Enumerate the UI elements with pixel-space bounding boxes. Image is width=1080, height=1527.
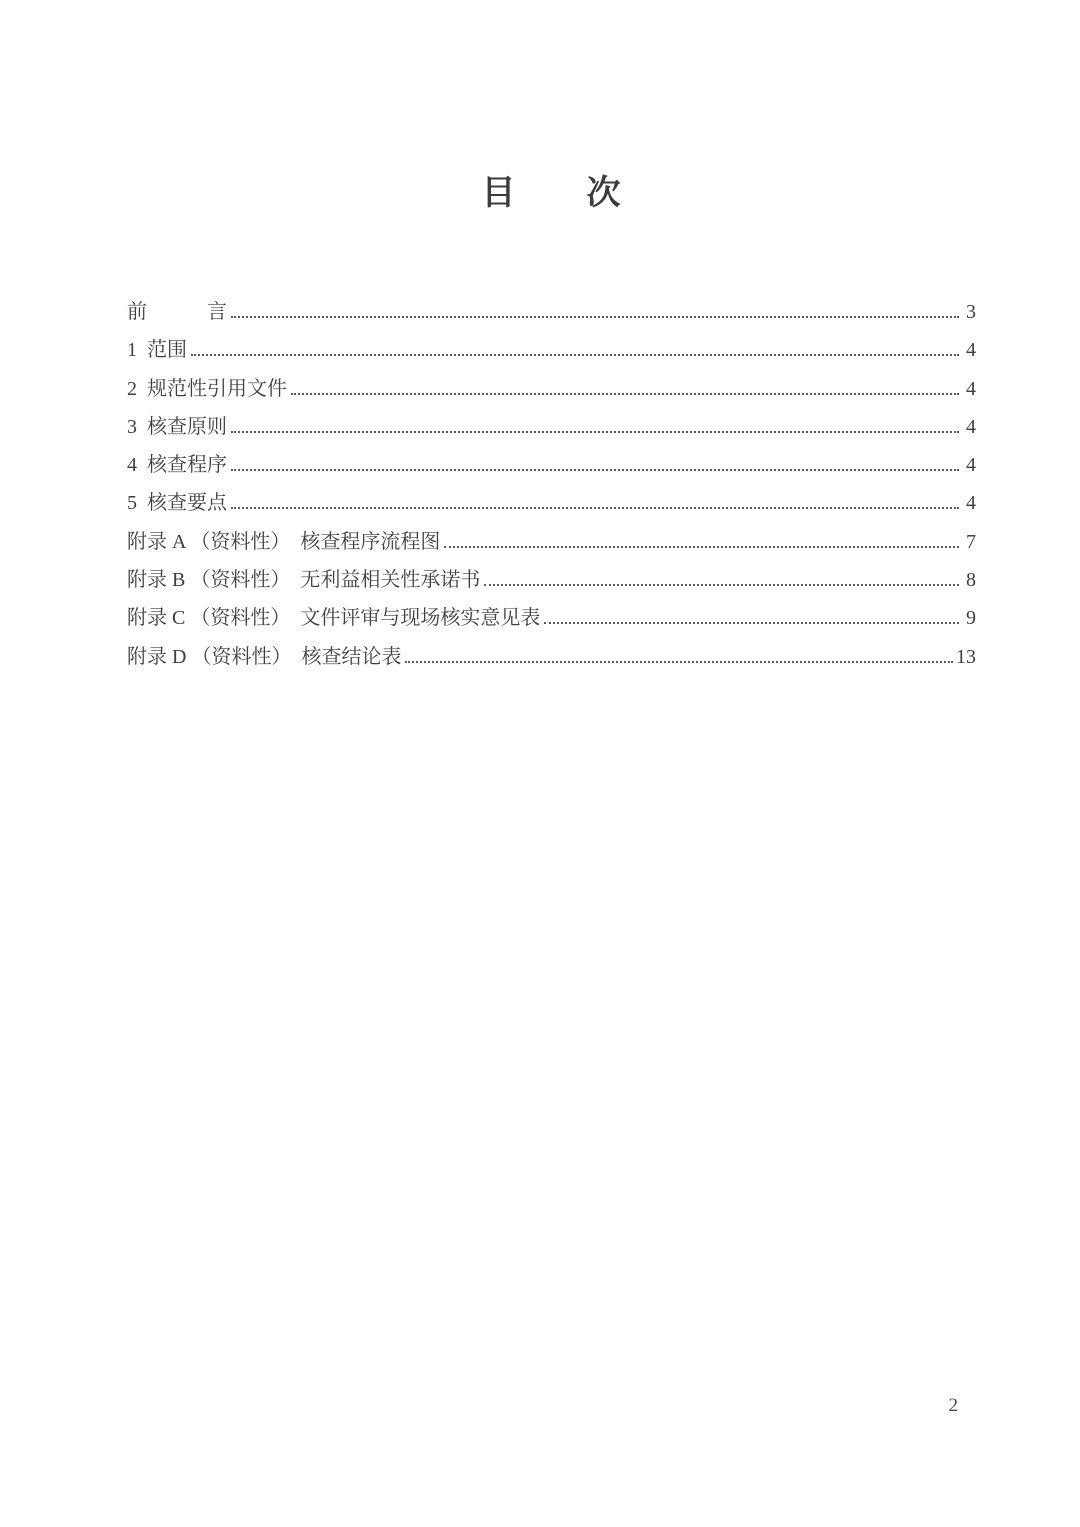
toc-entry-label: 5 核查要点 — [127, 492, 227, 515]
toc-entry-label: 4 核查程序 — [127, 454, 227, 477]
toc-entry-page: 4 — [966, 415, 976, 438]
toc-entry-label: 前 言 — [127, 301, 227, 323]
dot-leader — [444, 546, 959, 548]
toc-entry[interactable] — [127, 454, 976, 492]
toc-entry-page: 3 — [966, 301, 976, 323]
toc-entry-page: 13 — [956, 645, 976, 668]
dot-leader — [231, 316, 959, 318]
toc-entry[interactable] — [127, 301, 976, 339]
toc-entry[interactable] — [127, 607, 976, 645]
toc-entry-page: 4 — [966, 339, 976, 362]
toc-entry-page: 9 — [966, 607, 976, 630]
toc-entry[interactable] — [127, 339, 976, 377]
dot-leader — [405, 661, 953, 663]
toc-entry-page: 7 — [966, 530, 976, 553]
toc-entry-label: 附录 A （资料性） 核查程序流程图 — [127, 530, 441, 553]
toc-list — [127, 301, 976, 684]
toc-entry[interactable] — [127, 569, 976, 607]
toc-title: 目 次 — [481, 175, 622, 212]
toc-entry[interactable] — [127, 531, 976, 569]
toc-entry-label: 2 规范性引用文件 — [127, 377, 287, 400]
dot-leader — [231, 431, 959, 433]
dot-leader — [231, 469, 959, 471]
toc-entry-page: 4 — [966, 492, 976, 515]
dot-leader — [544, 622, 959, 624]
dot-leader — [191, 354, 959, 356]
toc-entry-label: 3 核查原则 — [127, 415, 227, 438]
toc-entry-page: 8 — [966, 569, 976, 592]
toc-entry-label: 附录 B （资料性） 无利益相关性承诺书 — [127, 569, 481, 592]
toc-entry[interactable] — [127, 378, 976, 416]
toc-entry[interactable] — [127, 492, 976, 530]
page-number: 2 — [948, 1395, 958, 1416]
toc-entry-label: 附录 D （资料性） 核查结论表 — [127, 645, 402, 668]
toc-entry-label: 1 范围 — [127, 339, 187, 362]
dot-leader — [231, 507, 959, 509]
toc-entry-page: 4 — [966, 454, 976, 477]
toc-entry-label: 附录 C （资料性） 文件评审与现场核实意见表 — [127, 607, 541, 630]
toc-entry[interactable] — [127, 416, 976, 454]
toc-entry-page: 4 — [966, 377, 976, 400]
toc-entry[interactable] — [127, 646, 976, 684]
dot-leader — [291, 393, 959, 395]
dot-leader — [484, 584, 959, 586]
